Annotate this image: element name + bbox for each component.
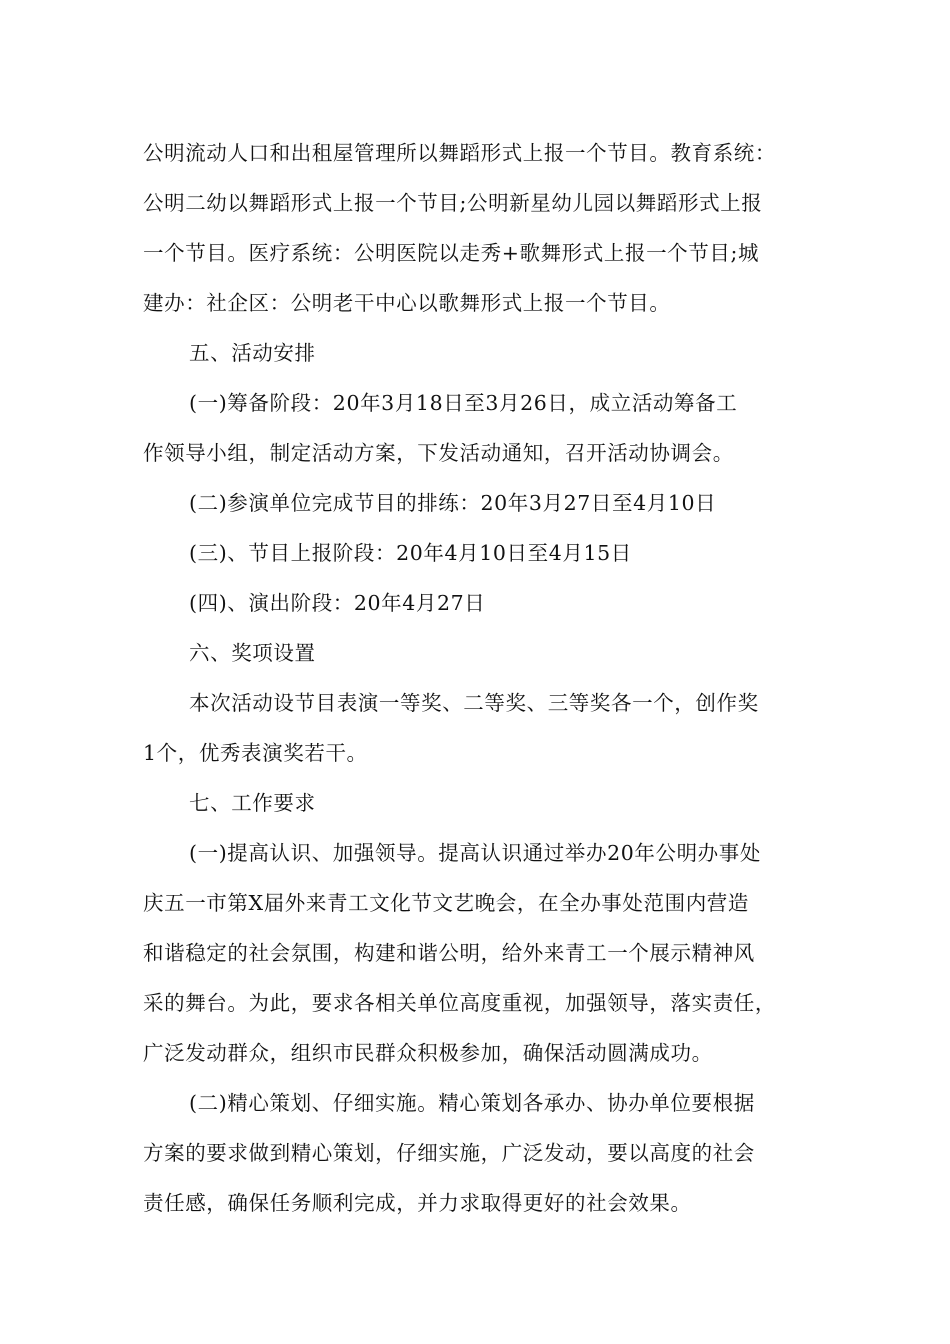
text-line: 公明二幼以舞蹈形式上报一个节目;公明新星幼儿园以舞蹈形式上报 bbox=[143, 191, 763, 215]
text-line: 作领导小组，制定活动方案，下发活动通知，召开活动协调会。 bbox=[143, 441, 734, 465]
text-line: 一个节目。医疗系统：公明医院以走秀+歌舞形式上报一个节目;城 bbox=[143, 241, 760, 265]
text-line: (四)、演出阶段：20年4月27日 bbox=[189, 591, 486, 615]
text-line: (三)、节目上报阶段：20年4月10日至4月15日 bbox=[189, 541, 632, 565]
text-line: (一)提高认识、加强领导。提高认识通过举办20年公明办事处 bbox=[189, 841, 761, 865]
section-heading-activity-schedule: 五、活动安排 bbox=[189, 341, 316, 365]
text-line: (二)精心策划、仔细实施。精心策划各承办、协办单位要根据 bbox=[189, 1091, 755, 1115]
text-line: (一)筹备阶段：20年3月18日至3月26日，成立活动筹备工 bbox=[189, 391, 738, 415]
text-line: 庆五一市第X届外来青工文化节文艺晚会，在全办事处范围内营造 bbox=[143, 891, 749, 915]
text-line: 和谐稳定的社会氛围，构建和谐公明，给外来青工一个展示精神风 bbox=[143, 941, 755, 965]
document-body bbox=[143, 128, 813, 1228]
section-heading-work-requirements: 七、工作要求 bbox=[189, 791, 316, 815]
text-line: 本次活动设节目表演一等奖、二等奖、三等奖各一个，创作奖 bbox=[189, 691, 759, 715]
text-line: 采的舞台。为此，要求各相关单位高度重视，加强领导，落实责任， bbox=[143, 991, 776, 1015]
text-line: 公明流动人口和出租屋管理所以舞蹈形式上报一个节目。教育系统： bbox=[143, 141, 776, 165]
text-line: 1个，优秀表演奖若干。 bbox=[143, 741, 368, 765]
text-line: 建办：社企区：公明老干中心以歌舞形式上报一个节目。 bbox=[143, 291, 671, 315]
text-line: 责任感，确保任务顺利完成，并力求取得更好的社会效果。 bbox=[143, 1191, 692, 1215]
text-line: 广泛发动群众，组织市民群众积极参加，确保活动圆满成功。 bbox=[143, 1041, 713, 1065]
section-heading-awards: 六、奖项设置 bbox=[189, 641, 316, 665]
text-line: 方案的要求做到精心策划，仔细实施，广泛发动，要以高度的社会 bbox=[143, 1141, 755, 1165]
text-line: (二)参演单位完成节目的排练：20年3月27日至4月10日 bbox=[189, 491, 717, 515]
